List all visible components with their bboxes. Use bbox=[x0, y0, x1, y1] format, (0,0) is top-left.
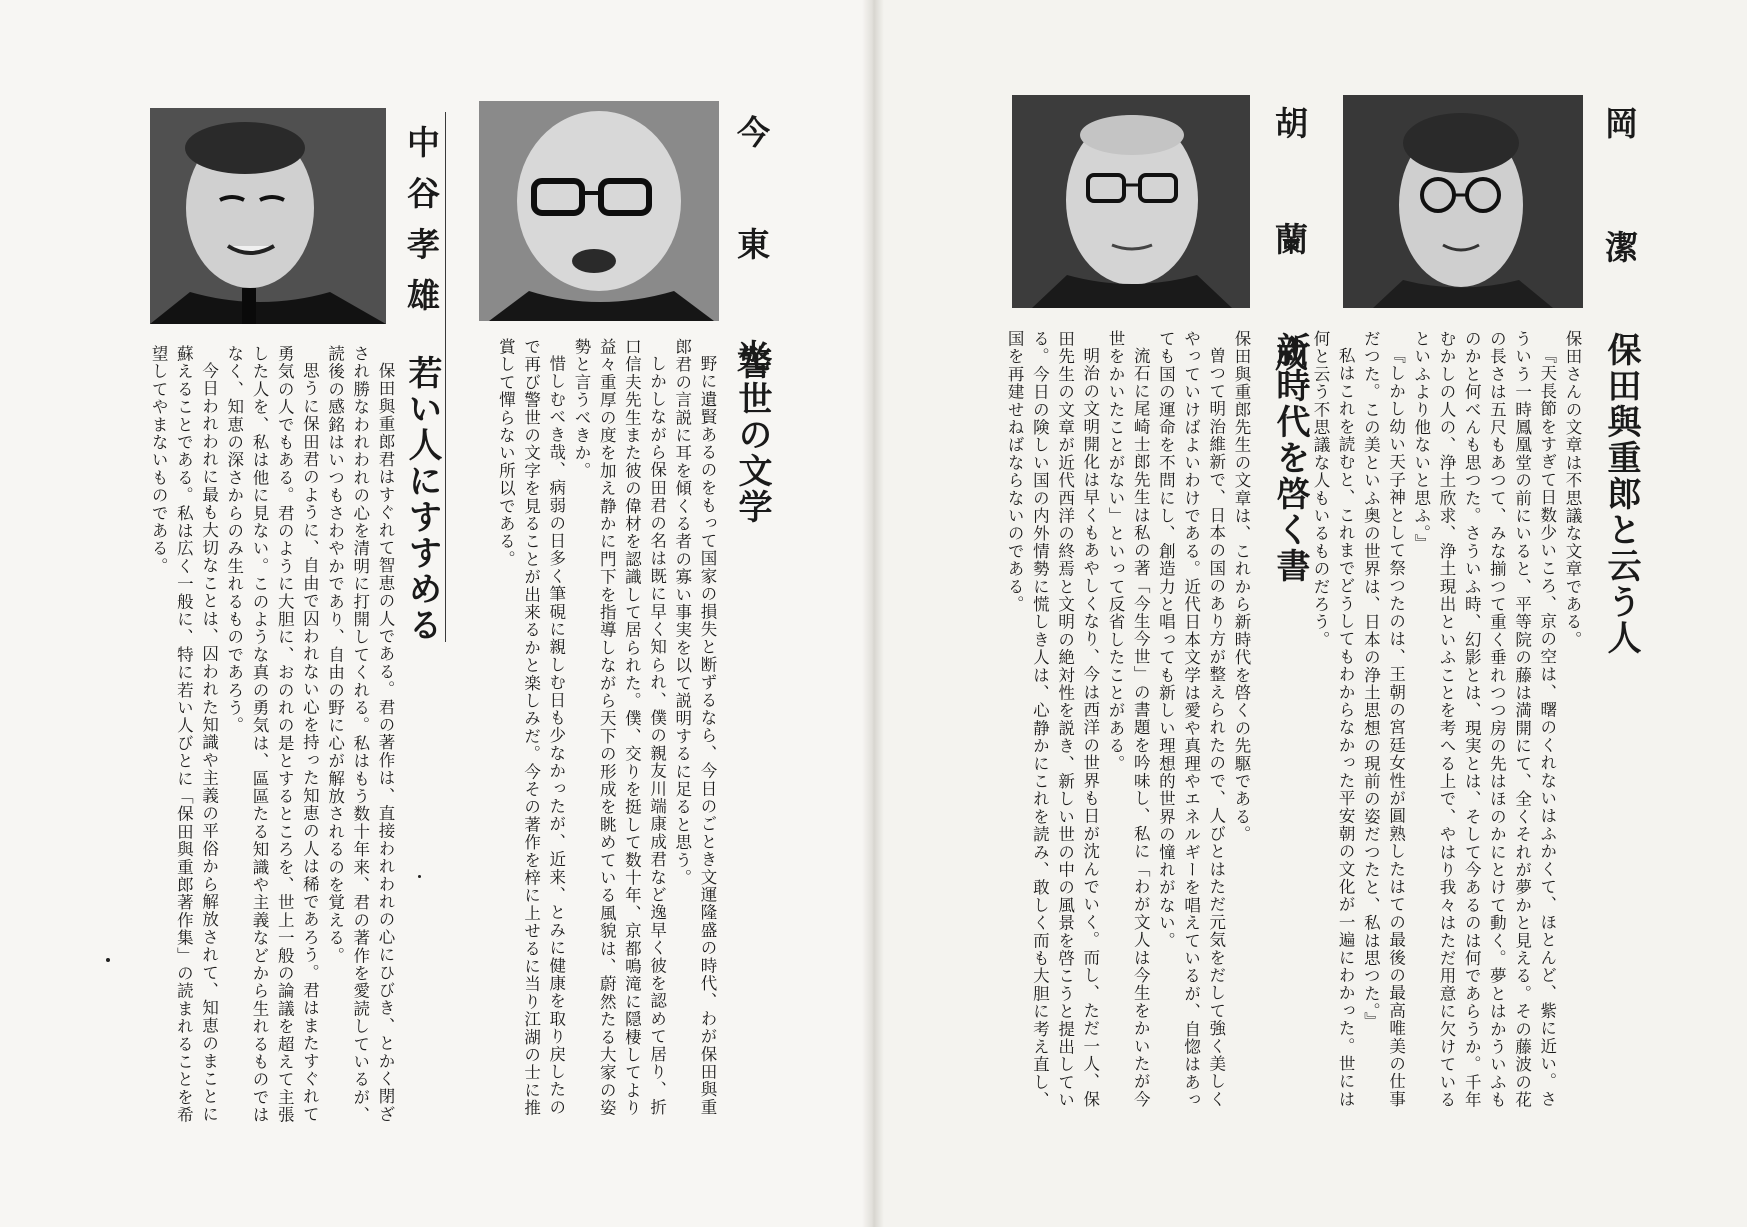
oka-essay-body bbox=[1310, 330, 1585, 1120]
kon-essay-body bbox=[458, 338, 720, 1128]
hu-paragraph: 明治の文明開化は早くもあやしくなり、今は西洋の世界も日が沈んでいく。而し、ただ一人、保田先生の文章が近代西洋の終焉と文明の絶対性を説き、新しい世の中の風景を啓こうと提出している。今日の険しい国の内外情勢に慌しき人は、心静かにこれを読み、敢しく而も大胆に考え直し、国を再建せねばならないのである。 bbox=[1005, 330, 1100, 1109]
kon-essay-title: 警世の文学 bbox=[732, 345, 772, 525]
ink-speck bbox=[418, 875, 421, 878]
kon-portrait-photo bbox=[479, 101, 719, 321]
hu-paragraph: 保田與重郎先生の文章は、これから新時代を啓くの先駆である。 bbox=[1232, 330, 1251, 844]
kon-author-name: 今 東 光 bbox=[732, 115, 771, 392]
oka-paragraph: 私はこれを読むと、これまでどうしてもわからなかった平安朝の文化が一遍にわかった。世には何と云う不思議な人もいるものだろう。 bbox=[1310, 330, 1356, 1108]
hu-author-name: 胡 蘭 成 bbox=[1270, 106, 1309, 393]
kon-paragraph: しかしながら保田君の名は既に早く知られ、僕の親友川端康成君など逸早く彼を認めて居り、折口信夫先生また彼の偉材を認識して居られた。僕、交りを挺して数十年、京都鳴滝に隠棲してより益々重厚の度を加え静かに門下を指導しながら天下の形成を眺めている風貌は、蔚然たる大家の姿勢と言うべきか。 bbox=[571, 338, 667, 1117]
oka-paragraph: 『天長節をすぎて日数少いころ、京の空は、曙のくれないはふかくて、ほとんど、紫に近い。さういう一時鳳凰堂の前にいると、平等院の藤は満開にて、全くそれが夢かと見える。その藤波の花の長さは五尺もあつて、みな揃つて重く垂れつつ房の先はほのかにとけて動く。夢とはかういふものかと何べんも思つた。さういふ時、幻影とは、現実とは、そして今あるのは何であらうか。千年むかしの人の、浄土欣求、浄土現出といふことを考へる上で、やはり我々はただ用意に欠けているといふより他ないと思ふ。』 bbox=[1411, 330, 1557, 1109]
page-gutter bbox=[862, 0, 884, 1227]
nakatani-paragraph: 今日われわれに最も大切なことは、囚われた知識や主義の平俗から解放されて、知恵のまことに蘇えることである。私は広く一般に、特に若い人びとに「保田與重郎著作集」の読まれることを希望してやまないものである。 bbox=[149, 345, 219, 1124]
oka-portrait-photo bbox=[1343, 95, 1583, 308]
nakatani-portrait-photo bbox=[150, 108, 386, 324]
hu-essay-title: 新時代を啓く書 bbox=[1270, 332, 1310, 584]
oka-paragraph: 『しかし幼い天子神として祭つたのは、王朝の宮廷女性が圓熟したはての最後の最高唯美の仕事だつた。この美といふ奥の世界は、日本の浄土思想の現前の姿だつたと、私は思つた。』 bbox=[1361, 330, 1406, 1108]
kon-paragraph: 野に遺賢あるのをもって国家の損失と断ずるなら、今日のごとき文運隆盛の時代、わが保田與重郎君の言説に耳を傾くる者の寡い事実を以て説明するに足ると思う。 bbox=[672, 338, 717, 1116]
nakatani-portrait-image bbox=[150, 108, 386, 324]
oka-portrait-image bbox=[1343, 95, 1583, 308]
kon-portrait-image bbox=[479, 101, 719, 321]
hu-portrait-image bbox=[1012, 95, 1250, 308]
oka-essay-title: 保田與重郎と云う人 bbox=[1601, 332, 1641, 656]
hu-portrait-photo bbox=[1012, 95, 1250, 308]
nakatani-author-name: 中谷孝雄 bbox=[402, 125, 441, 329]
nakatani-paragraph: 保田與重郎君はすぐれて智恵の人である。君の著作は、直接われわれの心にひびき、とかく閉ざされ勝なわれわれの心を清明に打開してくれる。私はもう数十年来、君の著作を愛読しているが、読後の感銘はいつもさわやかであり、自由の野に心が解放されるのを覚える。 bbox=[325, 345, 395, 1124]
nakatani-essay-body bbox=[116, 345, 398, 1135]
ink-speck bbox=[106, 958, 110, 962]
hu-paragraph: 曽つて明治維新で、日本の国のあり方が整えられたので、人びとはただ元気をだして強く美しくやっていけばよいわけである。近代日本文学は愛や真理やエネルギーを唱えているが、自惚はあっても国の運命を不問にし、創造力と唱っても新しい理想的世界の憧れがない。 bbox=[1156, 330, 1226, 1109]
nakatani-essay-title: 若い人にすすめる bbox=[402, 355, 442, 643]
oka-paragraph: 保田さんの文章は不思議な文章である。 bbox=[1563, 330, 1582, 649]
kon-paragraph: 惜しむべき哉、病弱の日多く筆硯に親しむ日も少なかったが、近来、とみに健康を取り戻したので再び警世の文字を見ることが出来るかと楽しみだ。今その著作を梓に上せるに当り江湖の士に推賞して憚らない所以である。 bbox=[496, 338, 566, 1117]
hu-paragraph: 流石に尾崎士郎先生は私の著「今生今世」の書題を吟味し、私に「わが文人は今生をかいたが今世をかいたことがない」といって反省したことがある。 bbox=[1105, 330, 1151, 1108]
hu-essay-body bbox=[1000, 330, 1254, 1120]
nakatani-paragraph: 思うに保田君のように、自由で囚われない心を持った知恵の人は稀であろう。君はまたすぐれて勇気の人でもある。君のように大胆に、おのれの是とするところを、世上一般の論議を超えて主張した人を、私は他に見ない。このような真の勇気は、區區たる知識や主義などから生れるものではなく、知恵の深さからのみ生れるものであろう。 bbox=[224, 345, 320, 1124]
oka-author-name: 岡 潔 bbox=[1600, 106, 1639, 289]
